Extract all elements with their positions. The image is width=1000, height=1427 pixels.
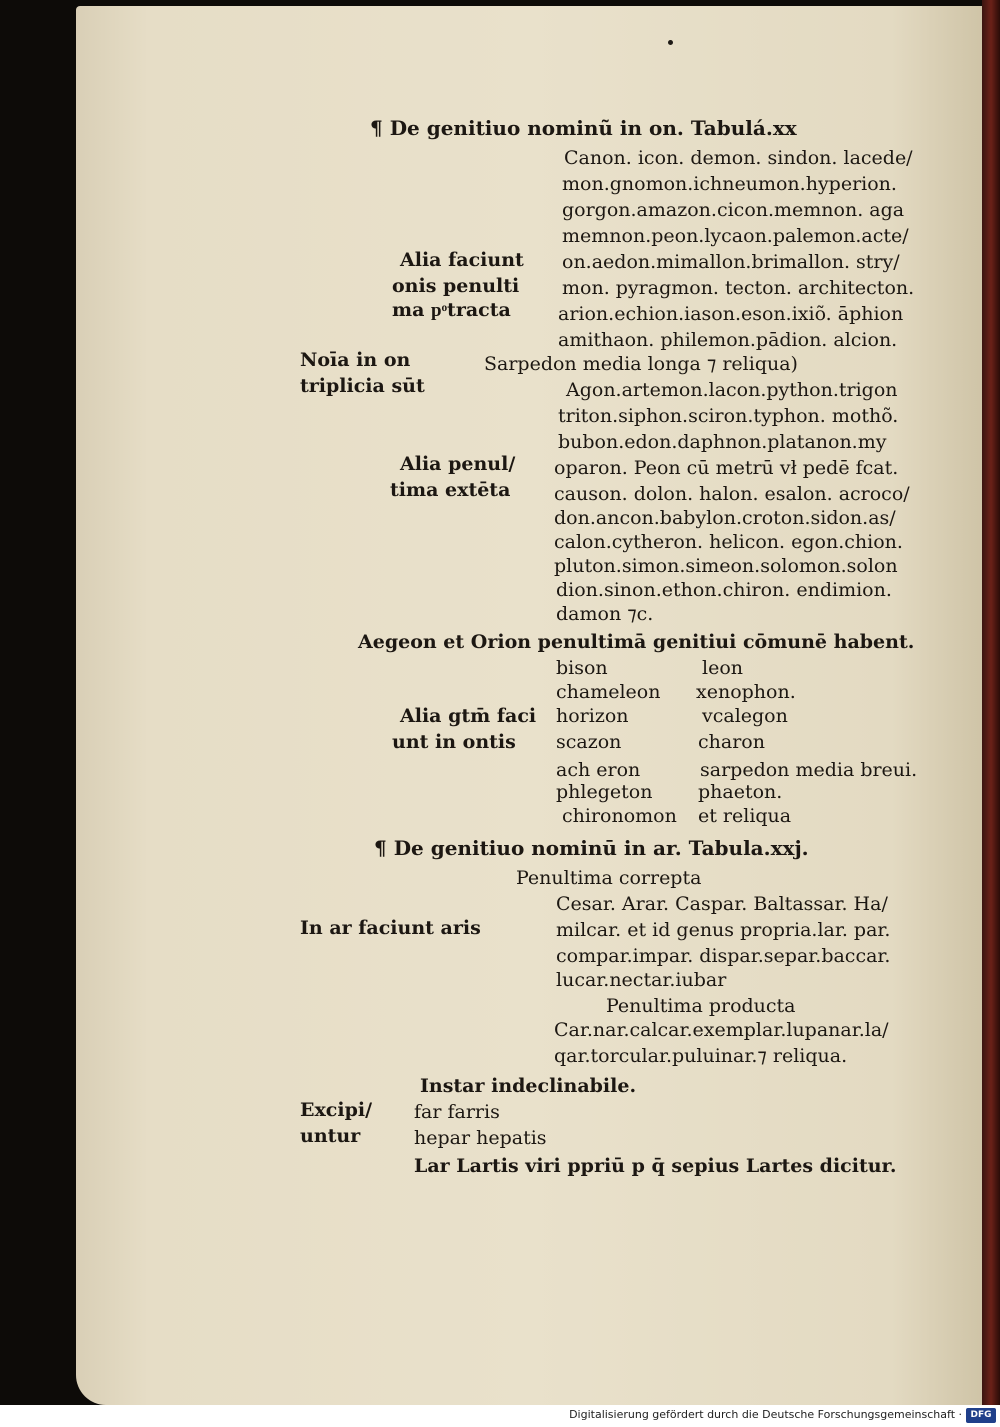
text-line: pluton.simon.simeon.solomon.solon <box>554 555 898 577</box>
text-line: oparon. Peon cū metrū vł pedē fcat. <box>554 457 899 479</box>
text-line: triton.siphon.sciron.typhon. mothõ. <box>558 405 899 427</box>
text-line: mon. pyragmon. tecton. architecton. <box>562 277 915 299</box>
text-line: memnon.peon.lycaon.palemon.acte/ <box>562 225 909 247</box>
list-item-right: xenophon. <box>696 681 796 703</box>
list-item-left: chameleon <box>556 681 661 703</box>
margin-note-alia-faciunt: ma pͦtracta <box>392 299 511 321</box>
footer-credit: Digitalisierung gefördert durch die Deutsche Forschungsgemeinschaft · <box>569 1408 962 1421</box>
text-line: lucar.nectar.iubar <box>556 969 727 991</box>
list-item-right: leon <box>702 657 743 679</box>
margin-note-excipiuntur: Excipi/ <box>300 1099 373 1121</box>
text-line: don.ancon.babylon.croton.sidon.as/ <box>554 507 896 529</box>
text-line: calon.cytheron. helicon. egon.chion. <box>554 531 903 553</box>
margin-note-alia-faciunt: Alia faciunt <box>400 249 524 271</box>
list-item-left: horizon <box>556 705 629 727</box>
exception-line: Lar Lartis viri ppriū p q̄ sepius Lartes dicitur. <box>414 1155 897 1177</box>
text-line: bubon.edon.daphnon.platanon.my <box>558 431 887 453</box>
margin-note-alia-gtm: Alia gtm̄ faci <box>400 705 537 727</box>
text-line: damon ⁊c. <box>556 603 654 625</box>
list-item-right: phaeton. <box>698 781 783 803</box>
list-item-left: phlegeton <box>556 781 653 803</box>
text-line: amithaon. philemon.pādion. alcion. <box>558 329 898 351</box>
list-item-left: scazon <box>556 731 622 753</box>
margin-note-alia-penultima: tima extēta <box>390 479 511 501</box>
list-item-left: ach eron <box>556 759 641 781</box>
margin-note-in-ar: In ar faciunt aris <box>300 917 481 939</box>
margin-note-nomina: triplicia sūt <box>300 375 425 397</box>
subheading-correpta: Penultima correpta <box>516 867 702 889</box>
list-item-right: vcalegon <box>702 705 788 727</box>
margin-note-excipiuntur: untur <box>300 1125 361 1147</box>
list-item-right: charon <box>698 731 765 753</box>
list-item-right: et reliqua <box>698 805 792 827</box>
text-line: compar.impar. dispar.separ.baccar. <box>556 945 891 967</box>
text-line: gorgon.amazon.cicon.memnon. aga <box>562 199 905 221</box>
text-line: Canon. icon. demon. sindon. lacede/ <box>564 147 913 169</box>
text-line: Cesar. Arar. Caspar. Baltassar. Ha/ <box>556 893 888 915</box>
exception-line: Instar indeclinabile. <box>420 1075 637 1097</box>
text-line: causon. dolon. halon. esalon. acroco/ <box>554 483 910 505</box>
text-line: arion.echion.iason.eson.ixiõ. āphion <box>558 303 904 325</box>
heading-tabula-xx: ¶ De genitiuo nominũ in on. Tabulá.xx <box>370 116 797 140</box>
text-line: qar.torcular.puluinar.⁊ reliqua. <box>554 1045 848 1067</box>
margin-note-alia-faciunt: onis penulti <box>392 275 520 297</box>
aegeon-orion-line: Aegeon et Orion penultimā genitiui cōmunē habent. <box>358 631 915 653</box>
exception-line: hepar hepatis <box>414 1127 547 1149</box>
list-item-left: chironomon <box>562 805 677 827</box>
list-item-left: bison <box>556 657 608 679</box>
text-line: dion.sinon.ethon.chiron. endimion. <box>556 579 892 601</box>
text-line: on.aedon.mimallon.brimallon. stry/ <box>562 251 900 273</box>
ink-dot <box>668 40 673 45</box>
subheading-producta: Penultima producta <box>606 995 796 1017</box>
dfg-logo: DFG <box>966 1408 996 1423</box>
footer-bar <box>0 1405 1000 1427</box>
text-line: Car.nar.calcar.exemplar.lupanar.la/ <box>554 1019 889 1041</box>
margin-note-alia-penultima: Alia penul/ <box>400 453 516 475</box>
text-line: mon.gnomon.ichneumon.hyperion. <box>562 173 897 195</box>
exception-line: far farris <box>414 1101 500 1123</box>
text-line: Agon.artemon.lacon.python.trigon <box>566 379 898 401</box>
margin-note-nomina: Noīa in on <box>300 349 411 371</box>
heading-tabula-xxi: ¶ De genitiuo nominū in ar. Tabula.xxj. <box>374 836 809 860</box>
text-line: Sarpedon media longa ⁊ reliqua) <box>484 353 798 375</box>
margin-note-alia-gtm: unt in ontis <box>392 731 516 753</box>
binding-edge <box>982 0 1000 1405</box>
text-line: milcar. et id genus propria.lar. par. <box>556 919 891 941</box>
list-item-right: sarpedon media breui. <box>700 759 918 781</box>
